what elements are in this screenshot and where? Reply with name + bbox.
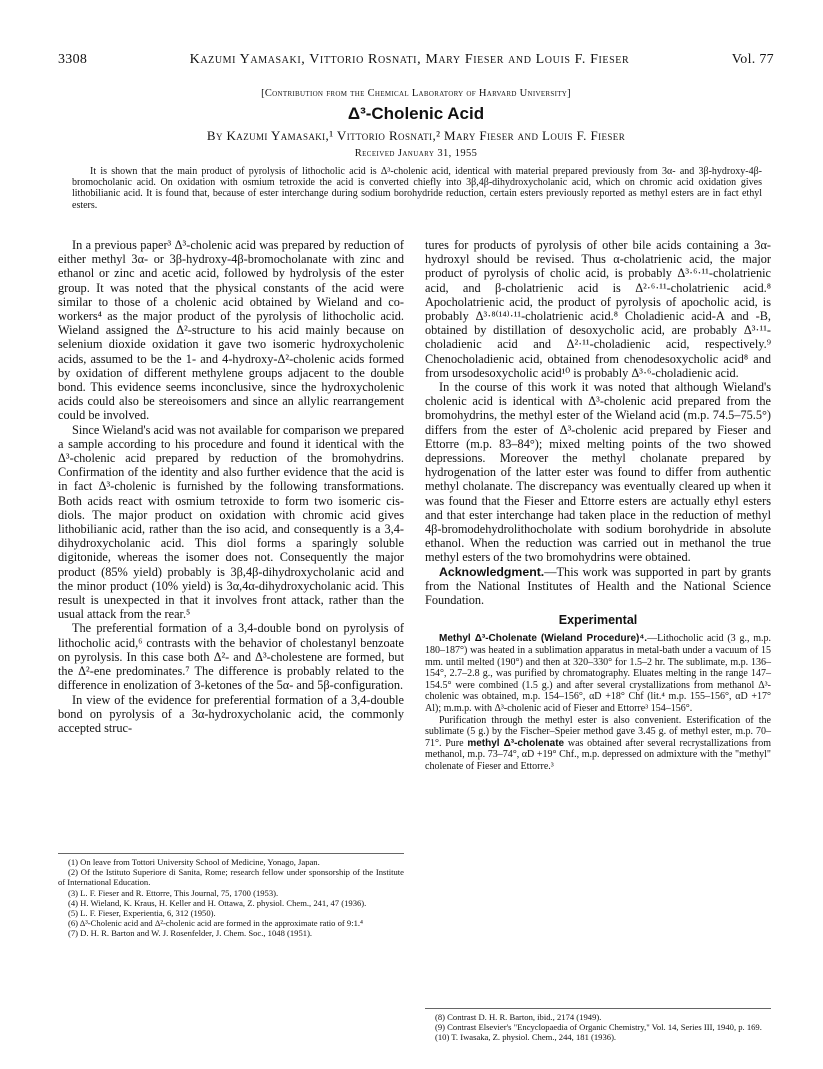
author-byline: By Kazumi Yamasaki,¹ Vittorio Rosnati,² Mary Fieser and Louis F. Fieser [206,128,626,143]
footnote: (8) Contrast D. H. R. Barton, ibid., 2174 (1949). [435,1012,602,1022]
body-paragraph: The preferential formation of a 3,4-double bond on pyrolysis of lithocholic acid,⁶ contrasts with the behavior of cholestanyl benzoate on pyrolysis. In this case both Δ²- and Δ³-cholestene are formed, but the Δ²-ene predominates.⁷ The difference is probably related to the difference in enolization of 3-ketones of the 5α- and 5β-configuration. [58,621,404,693]
received-date: Received January 31, 1955 [354,148,478,159]
left-column [58,238,404,735]
body-paragraph: Since Wieland's acid was not available for comparison we prepared a sample according to his procedure and found it identical with the Δ³-cholenic acid prepared by reduction of the bromohydrins. Confirmation of the identity and also further evidence that the acid is in fact Δ³-cholenic is furnished by the following transformations. Both acids react with osmium tetroxide to form two isomeric cis-diols. The major product on oxidation with chromic acid gives lithobilianic acid, rather than the iso acid, and consequently is a 3,4-dihydroxycholanic acid. This diol forms a sparingly soluble digitonide, whereas the isomer does not. Consequently the major product (85% yield) probably is 3β,4β-dihydroxycholanic acid and the minor product (10% yield) is 3α,4α-dihydroxycholanic acid. This result is unexpected in that it involves front attack, rather than the usual attack from the rear.⁵ [58,422,404,622]
footnote: (5) L. F. Fieser, Experientia, 6, 312 (1950). [68,908,216,919]
experimental-paragraph [425,715,771,773]
experimental-section [425,633,771,772]
procedure-text: Purification through the methyl ester is also convenient. Esterification of the sublimate (5 g.) by the Fischer–Speier method gave 3.45 g. of methyl ester, m.p. 70–71°. Pure [425,714,771,749]
body-paragraph: In the course of this work it was noted that although Wieland's cholenic acid is identical with Δ³-cholenic acid prepared from the bromohydrins, the methyl ester of the Wieland acid (m.p. 74.5–75.5°) differs from the ester of Δ³-cholenic acid prepared by Fieser and Ettorre (m.p. 83–84°); mixed melting points of the two showed depressions. Moreover the methyl cholanate prepared by hydrogenation of the latter ester was found to differ from authentic methyl cholanate. The discrepancy was eventually cleared up when it was found that the Fieser and Ettorre esters are actually ethyl esters and that ester interchange had taken place in the reduction of methyl 4β-bromodehydrolithocholate with sodium borohydride in absolute ethanol. When the reduction was carried out in methanol the true methyl esters of the two bromohydrins were obtained. [425,380,771,565]
acknowledgment-heading: Acknowledgment. [439,564,545,579]
acknowledgment-text: —This work was supported in part by grants from the National Institutes of Health and the National Science Foundation. [425,564,771,608]
footnote: (4) H. Wieland, K. Kraus, H. Keller and H. Ottawa, Z. physiol. Chem., 241, 47 (1936). [68,897,367,908]
abstract: It is shown that the main product of pyrolysis of lithocholic acid is Δ³-cholenic acid, identical with material prepared previously from 3α- and 3β-hydroxy-4β-bromocholanic acid. On oxidation with osmium tetroxide the acid is converted chiefly into 3β,4β-dihydroxycholanic acid, which on chromic acid oxidation gives lithobilianic acid. It is found that, because of ester interchange during sodium borohydride reduction, certain esters previously reported as methyl esters are in fact ethyl esters. [72,166,762,211]
procedure-title: Methyl Δ³-Cholenate (Wieland Procedure)⁴. [439,633,648,645]
footnotes-left [58,853,404,939]
footnote: (9) Contrast Elsevier's "Encyclopaedia of Organic Chemistry," Vol. 14, Series III, 1940, p. 169. [435,1022,762,1033]
contribution-line: [Contribution from the Chemical Laboratory of Harvard University] [261,88,571,99]
experimental-paragraph [425,633,771,714]
volume-number: Vol. 77 [731,52,774,67]
footnote: (3) L. F. Fieser and R. Ettorre, This Journal, 75, 1700 (1953). [68,887,279,898]
footnote: (1) On leave from Tottori University School of Medicine, Yonago, Japan. [68,857,320,867]
footnote: (2) Of the Istituto Superiore di Sanita, Rome; research fellow under sponsorship of the Institute of International Education. [58,867,404,888]
body-paragraph: In view of the evidence for preferential formation of a 3,4-double bond on pyrolysis of a 3α-hydroxycholanic acid, the commonly accepted struc- [58,692,404,735]
compound-name: methyl Δ³-cholenate [467,737,565,749]
footnotes-right [425,1008,771,1043]
footnote: (6) Δ³-Cholenic acid and Δ²-cholenic acid are formed in the approximate ratio of 9:1.⁴ [68,918,364,929]
acknowledgment-paragraph [425,565,771,608]
footnote: (7) D. H. R. Barton and W. J. Rosenfelder, J. Chem. Soc., 1048 (1951). [68,928,313,939]
running-head [58,52,774,68]
body-paragraph: In a previous paper³ Δ³-cholenic acid was prepared by reduction of either methyl 3α- or 3β-hydroxy-4β-bromocholanate with zinc and ethanol or zinc and acetic acid, followed by hydrolysis of the ester group. It was noted that the physical constants of the acid were similar to those of a cholenic acid obtained by Wieland and co-workers⁴ as the major product of the pyrolysis of lithocholic acid. Wieland assigned the Δ²-structure to his acid mainly because on selenium dioxide oxidation it gave two isomeric hydroxycholenic acids, assumed to be the 1- and 4-hydroxy-Δ²-cholenic acids formed by oxidation of different methylene groups adjacent to the double bond. This evidence seems inconclusive, since the hydroxycholenic acids could also be stereoisomers and since an allylic rearrangement could be involved. [58,238,404,423]
right-column [425,238,771,773]
article-title: Δ³-Cholenic Acid [347,104,485,123]
procedure-text: was obtained after several recrystallizations from methanol, m.p. 73–74°, αD +19° Chf., m.p. depressed on admixture with the "methyl" cholenate of Fieser and Ettorre.³ [425,737,771,773]
experimental-heading: Experimental [558,613,638,628]
running-head-authors: Kazumi Yamasaki, Vittorio Rosnati, Mary Fieser and Louis F. Fieser [189,52,630,67]
procedure-text: —Lithocholic acid (3 g., m.p. 180–187°) was heated in a sublimation apparatus in metal-bath under a vacuum of 15 mm. until melted (190°) and then at 320–330° for 1.5–2 hr. The sublimate, m.p. 136–154°, 2.7–2.8 g., was purified by chromatography. Eluates melting in the range 147–154.5° were combined (1.5 g.) and after several crystallizations from methanol Δ³-cholenic was obtained, m.p. 154–156°, αD +18° Chf (lit.⁴ m.p. 155–156°, αD +17° Al); m.m.p. with Δ³-cholenic acid of Fieser and Ettorre³ 154–156°. [425,633,771,715]
page-number: 3308 [58,52,88,67]
footnote: (10) T. Iwasaka, Z. physiol. Chem., 244, 181 (1936). [435,1032,617,1043]
body-paragraph: tures for products of pyrolysis of other bile acids containing a 3α-hydroxyl should be revised. Thus α-cholatrienic acid, the major product of pyrolysis of cholic acid, is probably Δ³·⁶·¹¹-cholatrienic acid, and β-cholatrienic acid is Δ²·⁶·¹¹-cholatrienic acid.⁸ Apocholatrienic acid, the product of pyrolysis of apocholic acid, is probably Δ³·⁸⁽¹⁴⁾·¹¹-cholatrienic acid.⁸ Choladienic acid-A and -B, obtained by distillation of desoxycholic acid, are probably Δ³·¹¹-choladienic acid and Δ²·¹¹-choladienic acid, respectively.⁹ Chenocholadienic acid, obtained from chenodesoxycholic acid⁸ and from ursodesoxycholic acid¹⁰ is probably Δ³·⁶-choladienic acid. [425,238,771,380]
